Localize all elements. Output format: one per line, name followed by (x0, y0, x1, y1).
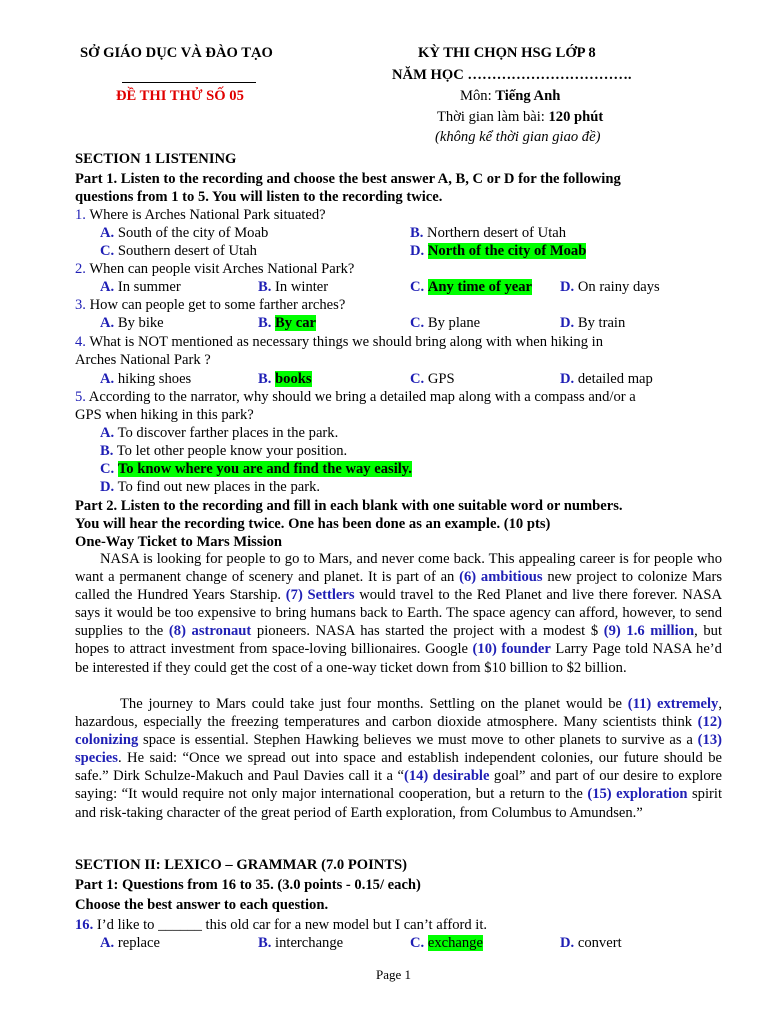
subject-value: Tiếng Anh (495, 88, 561, 104)
q3-option-a[interactable]: A. By bike (100, 315, 164, 331)
answer-7: (7) Settlers (285, 587, 355, 604)
answer-12: (12) colonizing (75, 714, 722, 749)
part1-instruction-1: Part 1. Listen to the recording and choose the best answer A, B, C or D for the following (75, 171, 621, 187)
answer-highlight: books (275, 371, 312, 387)
q16-option-d[interactable]: D. convert (560, 935, 622, 951)
question-5: 5. According to the narrator, why should we bring a detailed map along with a compass and/or a (75, 389, 636, 405)
subject-label: Môn: (460, 88, 492, 104)
answer-15: (15) exploration (587, 786, 688, 803)
section2-title: SECTION II: LEXICO – GRAMMAR (7.0 POINTS) (75, 857, 408, 873)
q1-option-b[interactable]: B. Northern desert of Utah (410, 225, 567, 241)
passage-title: One-Way Ticket to Mars Mission (75, 534, 283, 550)
answer-highlight: exchange (427, 935, 483, 951)
q5-option-c[interactable]: C. To know where you are and find the way easily. (100, 461, 412, 477)
q1-option-d[interactable]: D. North of the city of Moab (410, 243, 587, 259)
time-label: Thời gian làm bài: (437, 109, 545, 125)
q5-option-d[interactable]: D. To find out new places in the park. (100, 479, 321, 495)
school-year: NĂM HỌC ……………………………. (392, 67, 632, 83)
answer-10: (10) founder (472, 641, 551, 658)
question-2: 2. When can people visit Arches National Park? (75, 261, 355, 277)
q4-option-d[interactable]: D. detailed map (560, 371, 653, 387)
page-number: Page 1 (376, 967, 412, 982)
time-value: 120 phút (548, 109, 604, 125)
answer-9: (9) 1.6 million (603, 623, 695, 640)
q16-option-c[interactable]: C. exchange (410, 935, 483, 951)
q1-option-a[interactable]: A. South of the city of Moab (100, 225, 269, 241)
subject-line (460, 87, 560, 105)
q16-option-b[interactable]: B. interchange (258, 935, 344, 951)
question-1: 1. Where is Arches National Park situated? (75, 207, 326, 223)
answer-highlight: North of the city of Moab (427, 243, 587, 259)
question-4: 4. What is NOT mentioned as necessary things we should bring along with when hiking in (75, 334, 604, 350)
department-title: SỞ GIÁO DỤC VÀ ĐÀO TẠO (80, 45, 273, 61)
q2-option-d[interactable]: D. On rainy days (560, 279, 660, 295)
q4-option-a[interactable]: A. hiking shoes (100, 371, 192, 387)
question-16: 16. I’d like to ______ this old car for a new model but I can’t afford it. (75, 917, 488, 933)
passage-paragraph-2: The journey to Mars could take just four months. Settling on the planet would be (11) extremely, hazardous, especially the freezing temperatures and carbon dioxide atmosphere. Many scientists think (12) colonizing space is essential. Stephen Hawking believes we must move to other planets to survive as a (13) species. He said: “Once we spread out into space and establish independent colonies, our future should be safe.” Dirk Schulze-Makuch and Paul Davies call it a “(14) desirable goal” and part of our desire to explore saying: “It would require not only major international cooperation, but a return to the (15) exploration spirit and risk-taking character of the great period of Earth exploration, from Columbus to Amundsen.” (75, 696, 723, 821)
q4-option-b[interactable]: B. books (258, 371, 312, 387)
passage-paragraph-1: NASA is looking for people to go to Mars, and never come back. This appealing career is for people who want a permanent change of scenery and planet. It is part of an (6) ambitious new project to colonize Mars called the Hundred Years Starship. (7) Settlers would travel to the Red Planet and live there forever. NASA says it would be too expensive to bring humans back to Earth. The space agency can afford, however, to send supplies to the (8) astronaut pioneers. NASA has started the project with a modest $ (9) 1.6 million, but hopes to attract investment from space-loving billionaires. Google (10) founder Larry Page told NASA he’d be interested if they could get the cost of a one-way ticket down from $10 billion to $2 billion. (75, 551, 722, 676)
part2-instruction-2: You will hear the recording twice. One has been done as an example. (10 pts) (75, 516, 551, 532)
answer-13: (13) species (75, 732, 722, 767)
q3-option-c[interactable]: C. By plane (410, 315, 481, 331)
time-note: (không kể thời gian giao đề) (435, 129, 601, 145)
section2-part1: Part 1: Questions from 16 to 35. (3.0 points - 0.15/ each) (75, 877, 421, 893)
answer-8: (8) astronaut (168, 623, 252, 640)
exam-title: KỲ THI CHỌN HSG LỚP 8 (418, 45, 596, 61)
answer-14: (14) desirable (403, 768, 490, 785)
header-divider (122, 82, 256, 83)
q1-option-c[interactable]: C. Southern desert of Utah (100, 243, 257, 259)
q3-option-d[interactable]: D. By train (560, 315, 626, 331)
section1-title: SECTION 1 LISTENING (75, 151, 237, 167)
q2-option-b[interactable]: B. In winter (258, 279, 329, 295)
q2-option-a[interactable]: A. In summer (100, 279, 181, 295)
q2-option-c[interactable]: C. Any time of year (410, 279, 533, 295)
q5-option-b[interactable]: B. To let other people know your position. (100, 443, 348, 459)
section2-instruction: Choose the best answer to each question. (75, 897, 329, 913)
exam-label: ĐỀ THI THỬ SỐ 05 (116, 88, 244, 104)
q16-option-a[interactable]: A. replace (100, 935, 160, 951)
part2-instruction-1: Part 2. Listen to the recording and fill in each blank with one suitable word or numbers. (75, 498, 623, 514)
answer-highlight: Any time of year (427, 279, 533, 295)
question-5-cont: GPS when hiking in this park? (75, 407, 254, 423)
part1-instruction-2: questions from 1 to 5. You will listen to the recording twice. (75, 189, 443, 205)
q3-option-b[interactable]: B. By car (258, 315, 316, 331)
answer-11: (11) extremely (627, 696, 719, 712)
answer-highlight: To know where you are and find the way easily. (117, 461, 412, 477)
time-line (437, 108, 603, 126)
q5-option-a[interactable]: A. To discover farther places in the park. (100, 425, 339, 441)
question-4-cont: Arches National Park ? (75, 352, 211, 368)
answer-6: (6) ambitious (459, 569, 543, 586)
question-3: 3. How can people get to some farther arches? (75, 297, 346, 313)
answer-highlight: By car (275, 315, 316, 331)
q4-option-c[interactable]: C. GPS (410, 371, 455, 387)
